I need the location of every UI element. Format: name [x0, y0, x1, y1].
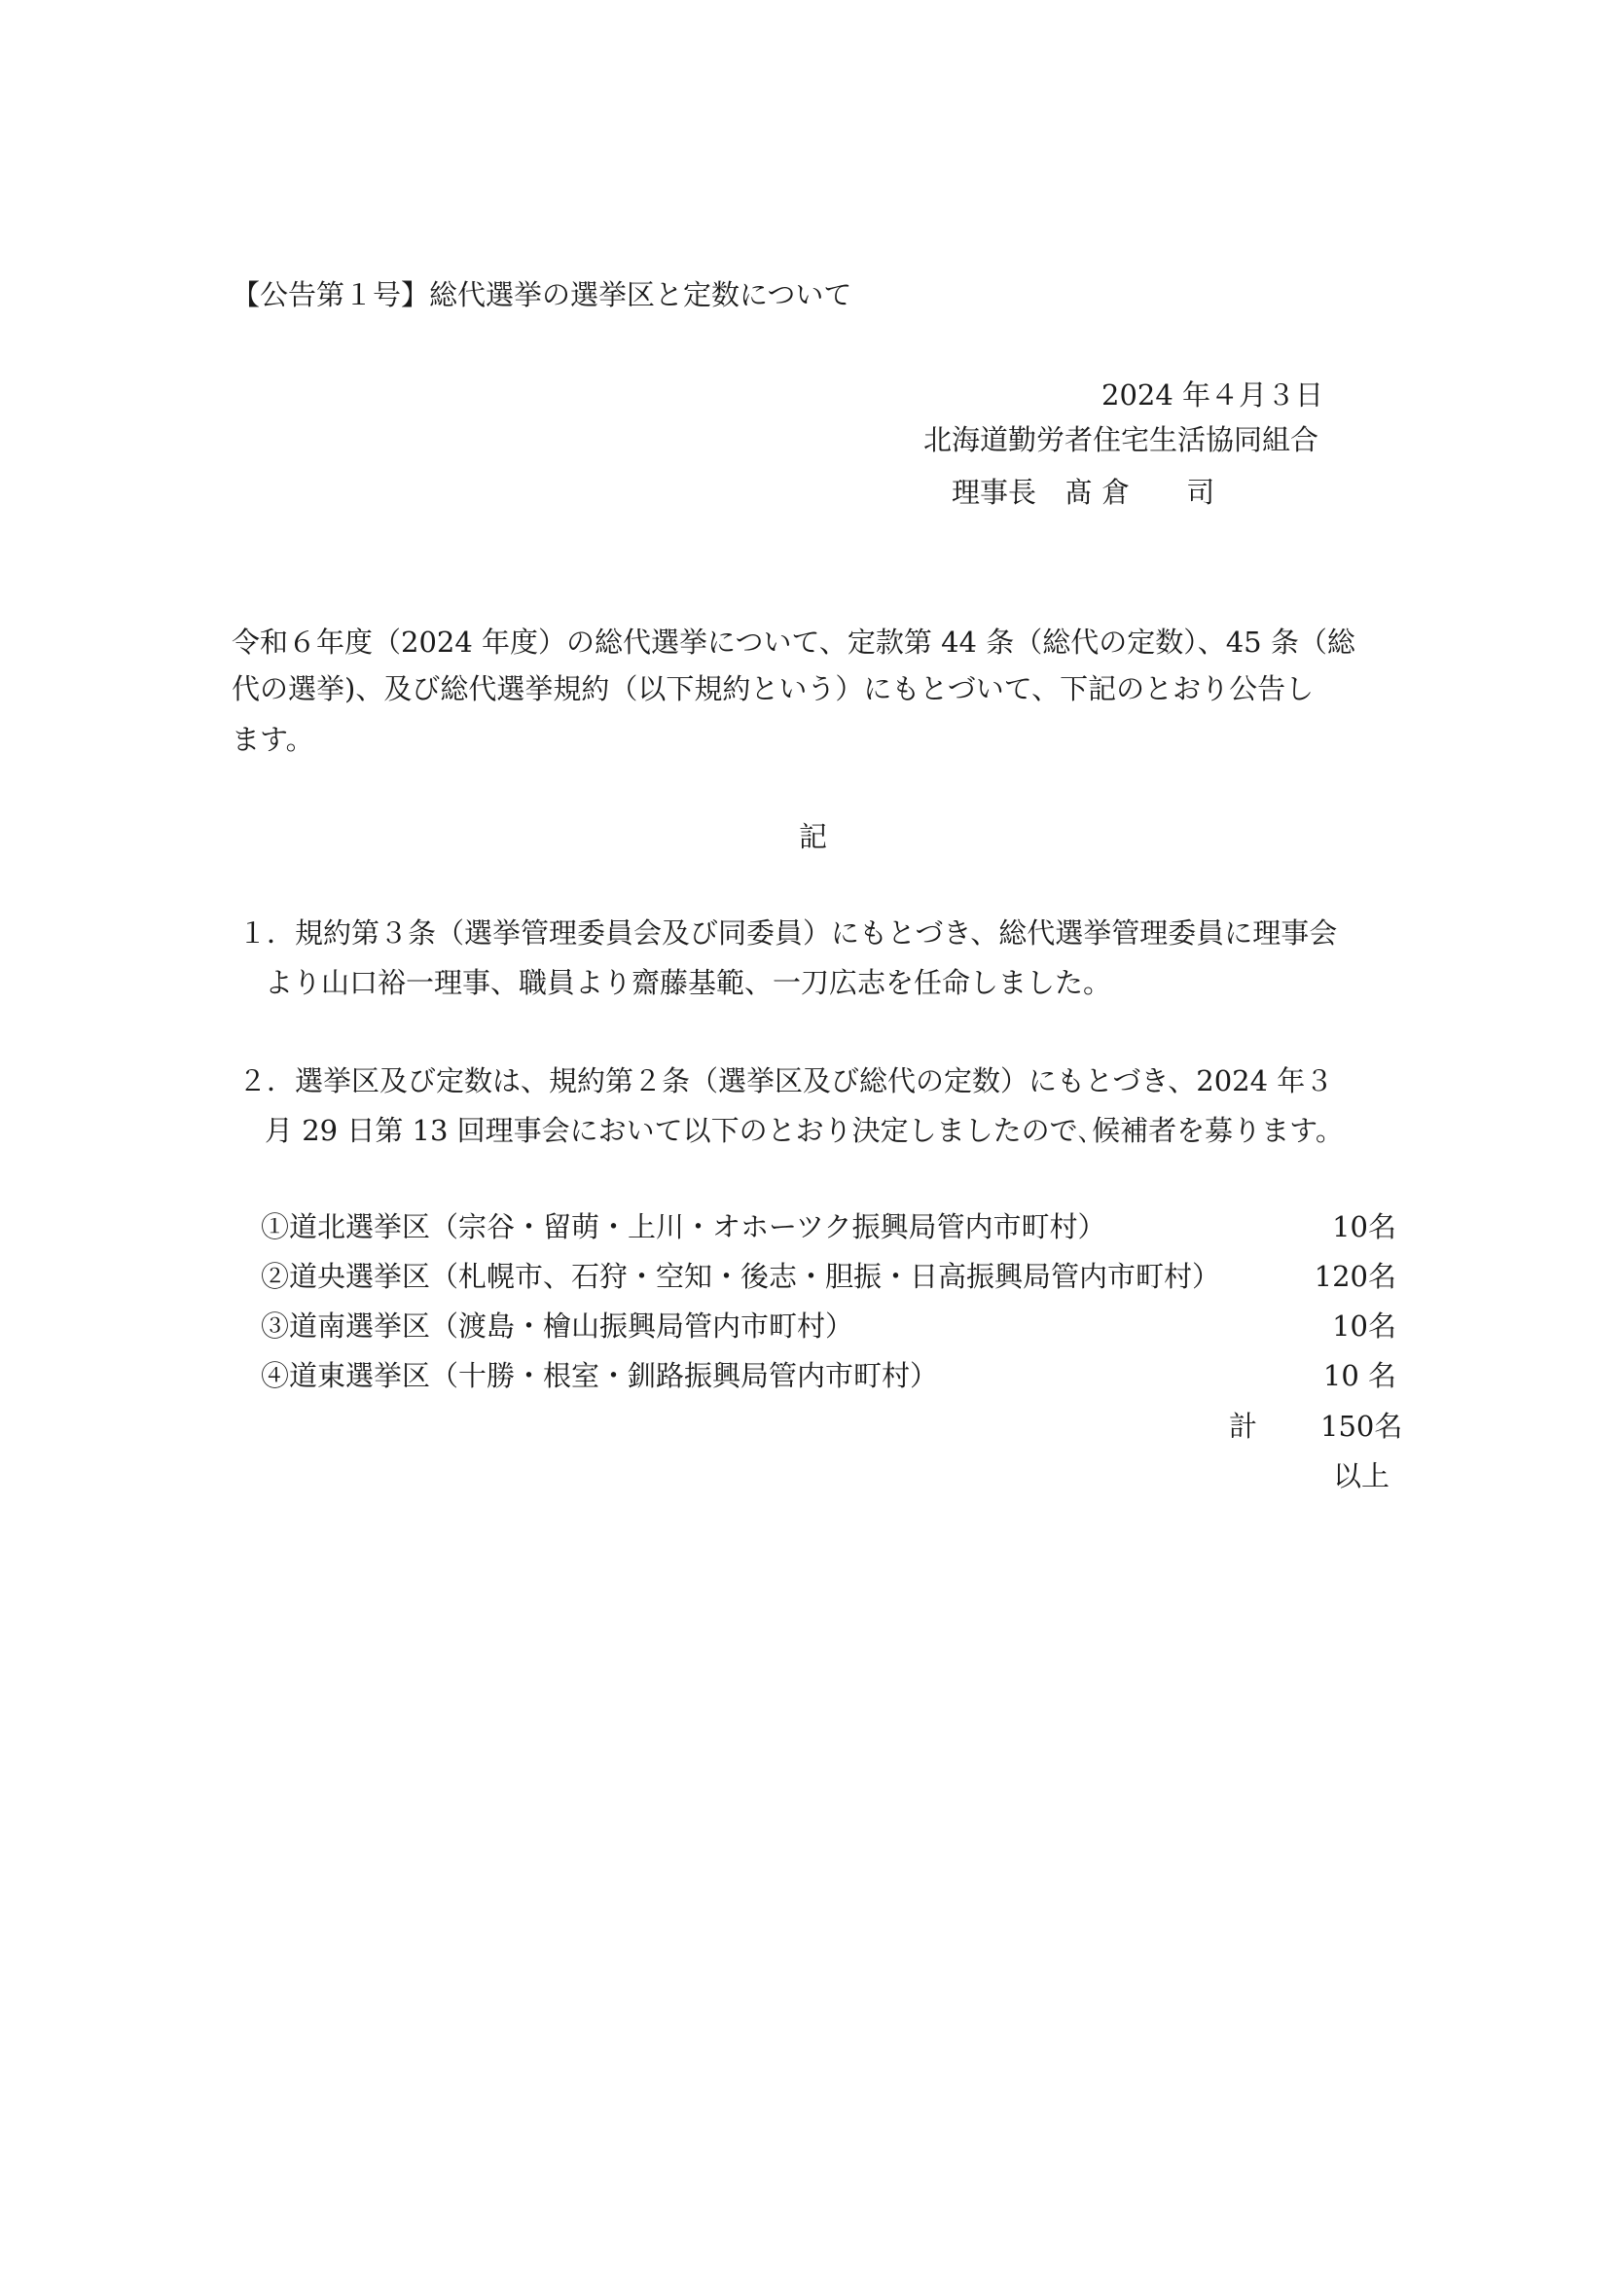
district-seats: 10名 — [1332, 1210, 1396, 1243]
item-2-line-2: 月 29 日第 13 回理事会において以下のとおり決定しましたので､候補者を募ります。 — [265, 1114, 1344, 1147]
closing-text: 以上 — [1333, 1459, 1390, 1492]
intro-line-3: ます。 — [232, 723, 314, 756]
district-seats: 120名 — [1314, 1260, 1396, 1293]
district-name: ②道央選挙区（札幌市、石狩・空知・後志・胆振・日高振興局管内市町村） — [261, 1260, 1221, 1293]
district-name: ③道南選挙区（渡島・檜山振興局管内市町村） — [261, 1309, 854, 1343]
item-2-line-1: ２．選挙区及び定数は、規約第２条（選挙区及び総代の定数）にもとづき、2024 年３ — [238, 1064, 1334, 1097]
notice-title: 【公告第１号】総代選挙の選挙区と定数について — [232, 278, 852, 311]
district-name: ①道北選挙区（宗谷・留萌・上川・オホーツク振興局管内市町村） — [261, 1210, 1106, 1243]
total-label: 計 — [1229, 1410, 1258, 1443]
district-seats: 10 名 — [1322, 1359, 1396, 1392]
organization-name: 北海道勤労者住宅生活協同組合 — [923, 423, 1319, 456]
total-value: 150名 — [1320, 1410, 1403, 1443]
ki-heading: 記 — [799, 820, 828, 853]
district-name: ④道東選挙区（十勝・根室・釧路振興局管内市町村） — [261, 1359, 939, 1392]
signer-name: 理事長 髙 倉 司 — [952, 476, 1215, 509]
notice-date: 2024 年４月３日 — [1101, 378, 1324, 412]
item-1-line-1: １．規約第３条（選挙管理委員会及び同委員）にもとづき、総代選挙管理委員に理事会 — [238, 916, 1338, 950]
intro-line-2: 代の選挙)、及び総代選挙規約（以下規約という）にもとづいて、下記のとおり公告し — [232, 672, 1315, 705]
intro-line-1: 令和６年度（2024 年度）の総代選挙について、定款第 44 条（総代の定数）、45 条（総 — [232, 626, 1355, 659]
district-seats: 10名 — [1332, 1309, 1396, 1343]
item-1-line-2: より山口裕一理事、職員より齋藤基範、一刀広志を任命しました。 — [265, 966, 1112, 999]
